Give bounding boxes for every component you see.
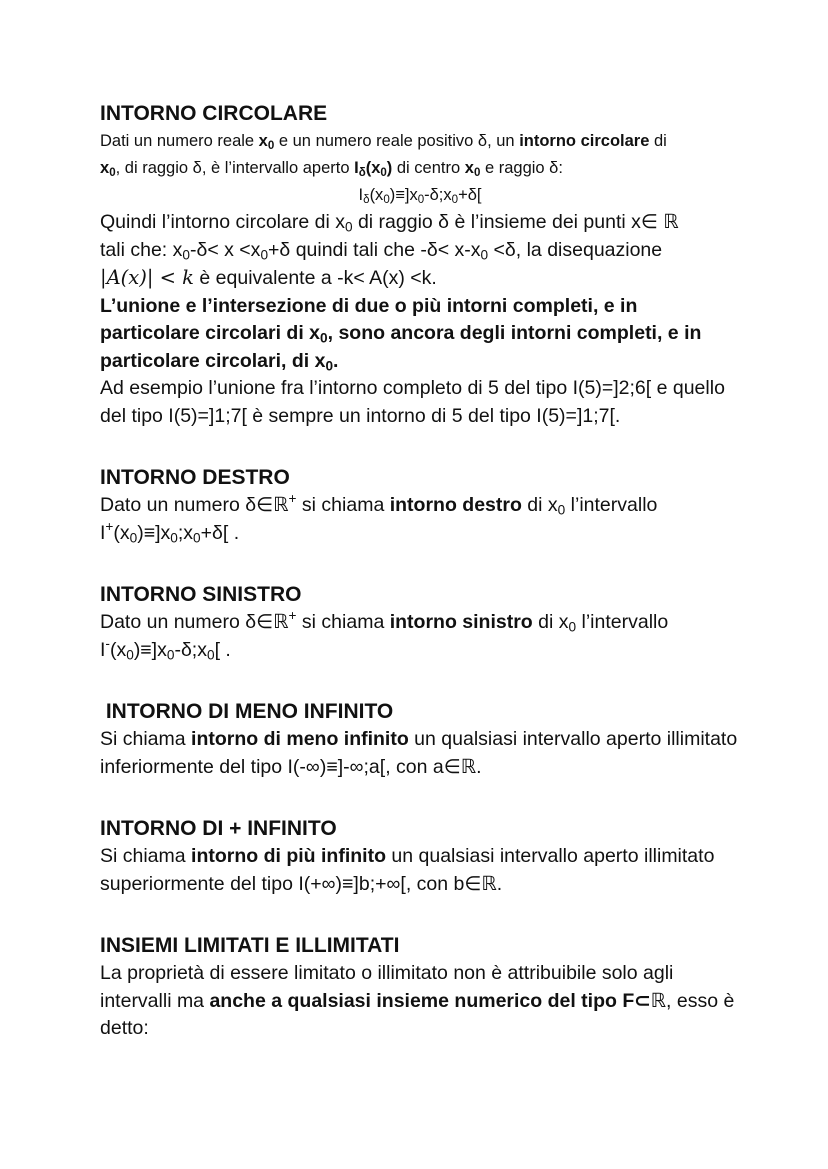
section-intorno-piu-infinito: [100, 815, 740, 898]
definition-line-1: [100, 128, 740, 155]
section-title: INTORNO SINISTRO: [100, 583, 302, 606]
bold-term: intorno circolare: [519, 132, 650, 150]
bold-term: intorno di meno infinito: [191, 728, 409, 750]
text: Dati un numero reale: [100, 132, 259, 150]
section-title: INTORNO CIRCOLARE: [100, 102, 328, 125]
formula-line: $I_\delta(x_0)\equiv]x_0-\delta;x_0+\delta$[: [358, 186, 482, 206]
formula-line: $I^-(x_0)\equiv]x_0-\delta;x_0$[ .: [100, 635, 231, 662]
x0-bold: $x_0$: [464, 159, 481, 179]
paragraph: Si chiama intorno di meno infinito un qualsiasi intervallo aperto illimitato inferiormente del tipo I(-∞)≡]-∞;a[, con a∈ℝ.: [100, 728, 738, 778]
formula-line: $I^+(x_0)\equiv]x_0;x_0+\delta$[ .: [100, 518, 240, 545]
paragraph: La proprietà di essere limitato o illimitato non è attribuibile solo agli intervalli ma anche a qualsiasi insieme numerico del tipo F⊂ℝ, esso è detto:: [100, 962, 735, 1039]
section-intorno-sinistro: [100, 581, 740, 664]
text: e un numero reale positivo δ, un: [274, 132, 520, 150]
section-title: INTORNO DESTRO: [100, 466, 290, 489]
paragraph: Dato un numero δ∈ℝ+ si chiama intorno destro di $x_0$ l’intervallo: [100, 490, 658, 518]
paragraph-line: Quindi l’intorno circolare di $x_0$ di raggio δ è l’insieme dei punti x∈ ℝ: [100, 211, 679, 235]
bold-term: anche a qualsiasi insieme numerico del tipo F⊂: [209, 989, 651, 1012]
bold-term: intorno destro: [389, 494, 522, 516]
interval-notation: $I_\delta(x_0)$: [354, 159, 393, 179]
text: e raggio δ:: [480, 159, 563, 177]
paragraph: Si chiama intorno di più infinito un qualsiasi intervallo aperto illimitato superiormente del tipo I(+∞)≡]b;+∞[, con b∈ℝ.: [100, 845, 715, 895]
definition-line-2: [100, 155, 740, 182]
section-intorno-meno-infinito: [100, 698, 740, 781]
section-intorno-destro: [100, 464, 740, 547]
section-title: INSIEMI LIMITATI E ILLIMITATI: [100, 934, 400, 957]
paragraph-line: |A(x)| < k è equivalente a -k< A(x) <k.: [100, 266, 437, 289]
bold-paragraph: L’unione e l’intersezione di due o più intorni completi, e in particolare circolari di $x_0$, sono ancora degli intorni completi, e in particolare circolari, di $x_0$.: [100, 294, 702, 373]
document-page: [100, 100, 740, 1043]
text: di centro: [392, 159, 465, 177]
section-insiemi-limitati: [100, 932, 740, 1043]
bold-term: intorno sinistro: [389, 611, 533, 633]
x0-bold: $x_0$: [100, 159, 116, 179]
text: , di raggio δ, è l’intervallo aperto: [115, 159, 355, 177]
section-title: INTORNO DI MENO INFINITO: [100, 700, 394, 723]
section-intorno-circolare: [100, 100, 740, 430]
example-paragraph: Ad esempio l’unione fra l’intorno completo di 5 del tipo I(5)=]2;6[ e quello del tipo I(5)=]1;7[ è sempre un intorno di 5 del tipo I(5)=]1;7[.: [100, 377, 725, 427]
bold-term: intorno di più infinito: [191, 845, 386, 867]
text: di: [649, 132, 667, 150]
paragraph-line: tali che: $x_0-\delta< x <x_0+\delta$ quindi tali che $-\delta< x-x_0 <\delta$, la disequazione: [100, 238, 663, 262]
math-expression: |A(x)| < k: [100, 266, 194, 289]
section-title: INTORNO DI + INFINITO: [100, 817, 337, 840]
x0-bold: $x_0$: [258, 132, 275, 152]
paragraph: Dato un numero δ∈ℝ+ si chiama intorno sinistro di $x_0$ l’intervallo: [100, 607, 669, 635]
